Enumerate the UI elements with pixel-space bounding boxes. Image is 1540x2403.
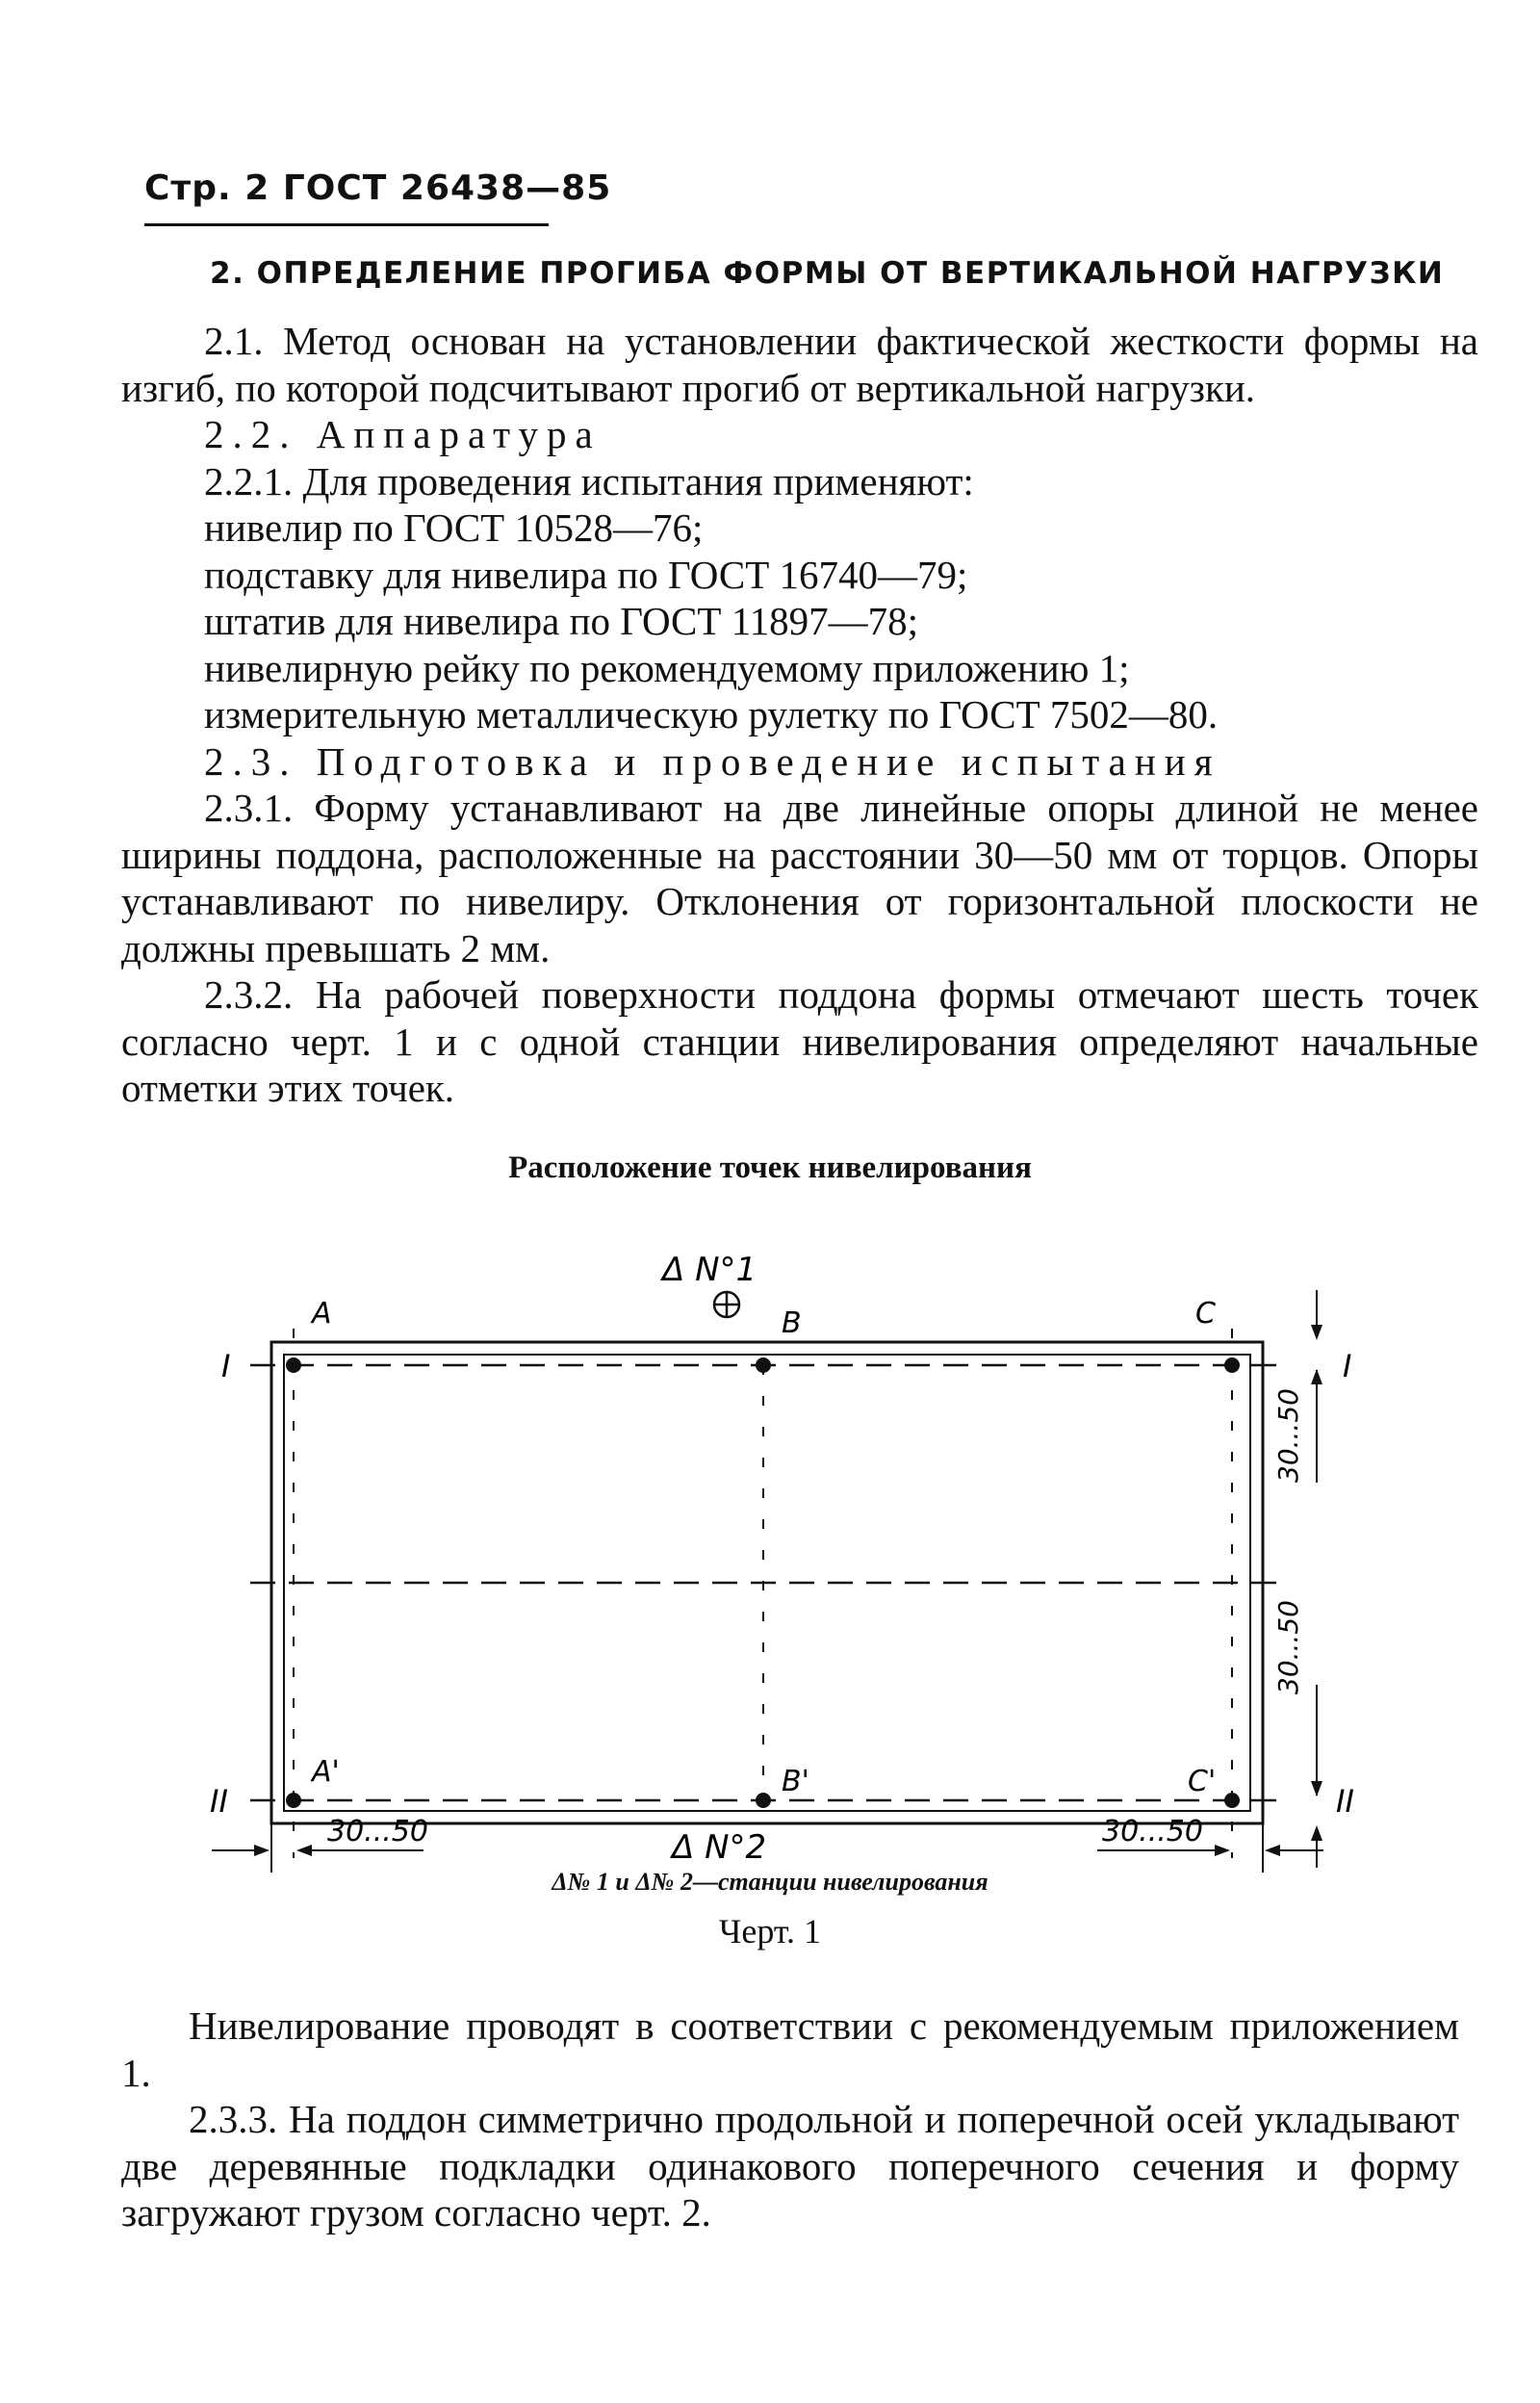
label-c: C bbox=[1195, 1297, 1216, 1331]
station-2-label: Δ N°2 bbox=[672, 1828, 767, 1867]
paragraph-2-3-2: 2.3.2. На рабочей поверхности поддона формы отмечают шесть точек согласно черт. 1 и с одной станции нивелирования определяют начальные отметки этих точек. bbox=[121, 972, 1478, 1110]
label-a: A bbox=[312, 1297, 332, 1331]
dim-arrow-upper-head bbox=[1311, 1369, 1322, 1384]
paragraph-2-1: 2.1. Метод основан на установлении фактической жесткости формы на изгиб, по которой подсчитывают прогиб от вертикальной нагрузки. bbox=[121, 319, 1478, 410]
paragraph-2-2-1: 2.2.1. Для проведения испытания применяют: bbox=[204, 458, 974, 504]
point-c-prime bbox=[1224, 1793, 1240, 1808]
point-a bbox=[286, 1357, 301, 1373]
label-a-prime: A' bbox=[312, 1755, 340, 1789]
label-b-prime: B' bbox=[782, 1765, 809, 1798]
point-b bbox=[756, 1357, 771, 1373]
point-c bbox=[1224, 1357, 1240, 1373]
dim-arrow-right-head bbox=[1265, 1845, 1280, 1856]
section-ii-left: II bbox=[210, 1783, 228, 1820]
station-1-label: Δ N°1 bbox=[662, 1251, 757, 1289]
dim-label-right: 30...50 bbox=[1102, 1815, 1203, 1848]
list-item: подставку для нивелира по ГОСТ 16740—79; bbox=[204, 552, 968, 597]
body-text bbox=[121, 318, 1478, 1112]
dim-arrow-bottom-head bbox=[1311, 1825, 1322, 1841]
dim-label-left: 30...50 bbox=[327, 1815, 428, 1848]
header-rule bbox=[144, 223, 549, 226]
dim-arrow-top-head bbox=[1311, 1325, 1322, 1340]
section-ii-right: II bbox=[1336, 1783, 1354, 1820]
paragraph-leveling: Нивелирование проводят в соответствии с рекомендуемым приложением 1. bbox=[121, 2003, 1459, 2095]
dim-label-upper: 30...50 bbox=[1272, 1388, 1304, 1483]
list-item: нивелир по ГОСТ 10528—76; bbox=[204, 505, 704, 550]
point-b-prime bbox=[756, 1793, 771, 1808]
section-i-left: I bbox=[221, 1348, 231, 1384]
label-b: B bbox=[782, 1306, 802, 1340]
dim-label-lower: 30...50 bbox=[1272, 1600, 1304, 1694]
list-item: нивелирную рейку по рекомендуемому приложению 1; bbox=[204, 645, 1130, 690]
list-item: штатив для нивелира по ГОСТ 11897—78; bbox=[204, 599, 919, 643]
figure-caption: Черт. 1 bbox=[719, 1912, 821, 1951]
heading-2-3: 2.3. Подготовка и проведение испытания bbox=[204, 738, 1221, 784]
dim-arrow-right-inner-head bbox=[1215, 1845, 1230, 1856]
label-c-prime: C' bbox=[1188, 1765, 1217, 1798]
page-header-text: Стр. 2 ГОСТ 26438—85 bbox=[144, 168, 612, 208]
section-i-right: I bbox=[1343, 1348, 1352, 1384]
figure-title: Расположение точек нивелирования bbox=[508, 1150, 1032, 1185]
list-item: измерительную металлическую рулетку по ГОСТ 7502—80. bbox=[204, 692, 1219, 736]
station-1-marker bbox=[714, 1292, 739, 1317]
paragraph-2-3-3: 2.3.3. На поддон симметрично продольной и поперечной осей укладывают две деревянные подкладки одинакового поперечного сечения и форму загружают грузом согласно черт. 2. bbox=[121, 2097, 1459, 2235]
figure-legend: Δ№ 1 и Δ№ 2—станции нивелирования bbox=[552, 1868, 988, 1896]
page-header bbox=[144, 168, 1482, 236]
paragraph-2-3-1: 2.3.1. Форму устанавливают на две линейные опоры длиной не менее ширины поддона, расположенные на расстоянии 30—50 мм от торцов. Опоры устанавливают по нивелиру. Отклонения от горизонтальной плоскости не должны превышать 2 мм. bbox=[121, 786, 1478, 970]
heading-2-2: 2.2. Аппаратура bbox=[204, 412, 602, 456]
point-a-prime bbox=[286, 1793, 301, 1808]
dim-arrow-left-head bbox=[254, 1845, 270, 1856]
dim-arrow-lower-head bbox=[1311, 1781, 1322, 1796]
body-text-after-figure bbox=[121, 2002, 1459, 2236]
leveling-points-diagram bbox=[192, 1232, 1367, 1867]
section-title: 2. ОПРЕДЕЛЕНИЕ ПРОГИБА ФОРМЫ ОТ ВЕРТИКАЛЬНОЙ НАГРУЗКИ bbox=[210, 256, 1445, 291]
dim-arrow-left-inner-head bbox=[296, 1845, 312, 1856]
